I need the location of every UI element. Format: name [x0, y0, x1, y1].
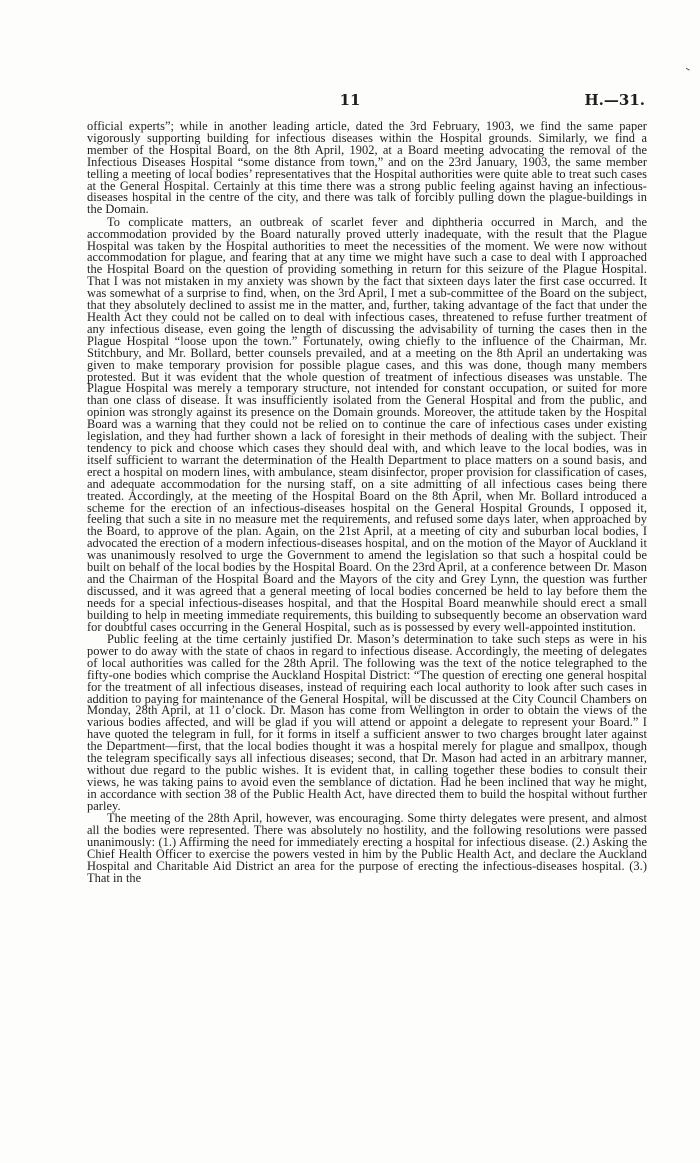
paragraph-meeting-28th-april: The meeting of the 28th April, however, was encouraging. Some thirty delegates were present, and almost all the bodies were represented. There was absolutely no hostility, and the following resolutions were passed unanimously: (1.) Affirming the need for immediately erecting a hospital for infectious disease. (2.) Asking the Chief Health Officer to exercise the powers vested in him by the Public Health Act, and declare the Auckland Hospital and Charitable Aid District an area for the purpose of erecting the infectious-diseases hospital. (3.) That in the [87, 811, 647, 885]
paragraph-continuation: official experts”; while in another leading article, dated the 3rd February, 1903, we find the same paper vigorously supporting building for infectious diseases within the Hospital grounds. Similarly, we find a member of the Hospital Board, on the 8th April, 1902, at a Board meeting advocating the removal of the Infectious Diseases Hospital “some distance from town,” and on the 23rd January, 1903, the same member telling a meeting of local bodies’ representatives that the Hospital authorities were quite able to treat such cases at the General Hospital. Certainly at this time there was a strong public feeling against having an infectious-diseases hospital in the centre of the city, and there was talk of forcibly pulling down the plague-buildings in the Domain. [87, 119, 647, 217]
body-text [87, 121, 647, 885]
paragraph-outbreak: To complicate matters, an outbreak of scarlet fever and diphtheria occurred in March, and the accommodation provided by the Board naturally proved utterly inadequate, with the result that the Plague Hospital was taken by the Hospital authorities to meet the necessities of the moment. We were now without accommodation for plague, and fearing that at any time we might have such a case to deal with I approached the Hospital Board on the question of providing something in return for this seizure of the Plague Hospital. That I was not mistaken in my anxiety was shown by the fact that sixteen days later the first case occurred. It was somewhat of a surprise to find, when, on the 3rd April, I met a sub-committee of the Board on the subject, that they absolutely declined to assist me in the matter, and, further, taking advantage of the fact that under the Health Act they could not be called on to deal with infectious cases, threatened to refuse further treatment of any infectious disease, even going the length of discussing the advisability of turning the cases then in the Plague Hospital “loose upon the town.” Fortunately, owing chiefly to the influence of the Chairman, Mr. Stitchbury, and Mr. Bollard, better counsels prevailed, and at a meeting on the 8th April an undertaking was given to make temporary provision for possible plague cases, and this was done, though many members protested. But it was evident that the whole question of treatment of infectious diseases was unstable. The Plague Hospital was merely a temporary structure, not intended for constant occupation, or suited for more than one class of disease. It was insufficiently isolated from the General Hospital and from the public, and opinion was strongly against its presence on the Domain grounds. Moreover, the attitude taken by the Hospital Board was a warning that they could not be relied on to continue the care of infectious cases under existing legislation, and they had further shown a lack of foresight in their methods of dealing with the subject. Their tendency to pick and choose which cases they should deal with, and which leave to the local bodies, was in itself sufficient to warrant the determination of the Health Department to place matters on a sound basis, and erect a hospital on modern lines, with ambulance, steam disinfector, proper provision for classification of cases, and adequate accommodation for the nursing staff, on a site admitting of all infectious cases being there treated. Accordingly, at the meeting of the Hospital Board on the 8th April, when Mr. Bollard introduced a scheme for the erection of an infectious-diseases hospital on the General Hospital Grounds, I opposed it, feeling that such a site in no measure met the requirements, and refused some days later, when approached by the Board, to approve of the plan. Again, on the 21st April, at a meeting of city and suburban local bodies, I advocated the erection of a modern infectious-diseases hospital, and on the motion of the Mayor of Auckland it was unanimously resolved to urge the Government to amend the legislation so that such a hospital could be built on behalf of the local bodies by the Hospital Board. On the 23rd April, at a conference between Dr. Mason and the Chairman of the Hospital Board and the Mayors of the city and Grey Lynn, the question was further discussed, and it was agreed that a general meeting of local bodies concerned be held to lay before them the needs for a special infectious-diseases hospital, and that the Hospital Board meanwhile should erect a small building to help in meeting immediate requirements, this building to subsequently become an observation ward for doubtful cases occurring in the General Hospital, such as is possessed by every well-appointed institution. [87, 214, 647, 634]
stray-ink-mark [686, 63, 692, 70]
paragraph-public-feeling: Public feeling at the time certainly justified Dr. Mason’s determination to take such steps as were in his power to do away with the state of chaos in regard to infectious disease. Accordingly, the meeting of delegates of local authorities was called for the 28th April. The following was the text of the notice telegraphed to the fifty-one bodies which comprise the Auckland Hospital District: “The question of erecting one general hospital for the treatment of all infectious diseases, instead of requiring each local authority to look after such cases in addition to paying for maintenance of the General Hospital, will be discussed at the City Council Chambers on Monday, 28th April, at 11 o’clock. Dr. Mason has come from Wellington in order to obtain the views of the various bodies affected, and will be glad if you will attend or appoint a delegate to represent your Board.” I have quoted the telegram in full, for it forms in itself a sufficient answer to two charges brought later against the Department—first, that the local bodies thought it was a hospital merely for plague and smallpox, though the telegram specifically says all infectious diseases; second, that Dr. Mason had acted in an arbitrary manner, without due regard to the public wishes. It is evident that, in calling together these bodies to consult their views, he was taking pains to avoid even the semblance of dictation. Had he been inclined that way he might, in accordance with section 38 of the Public Health Act, have directed them to build the hospital without further parley. [87, 631, 647, 813]
page-number: 11 [339, 91, 361, 109]
document-reference: H.—31. [584, 91, 645, 109]
